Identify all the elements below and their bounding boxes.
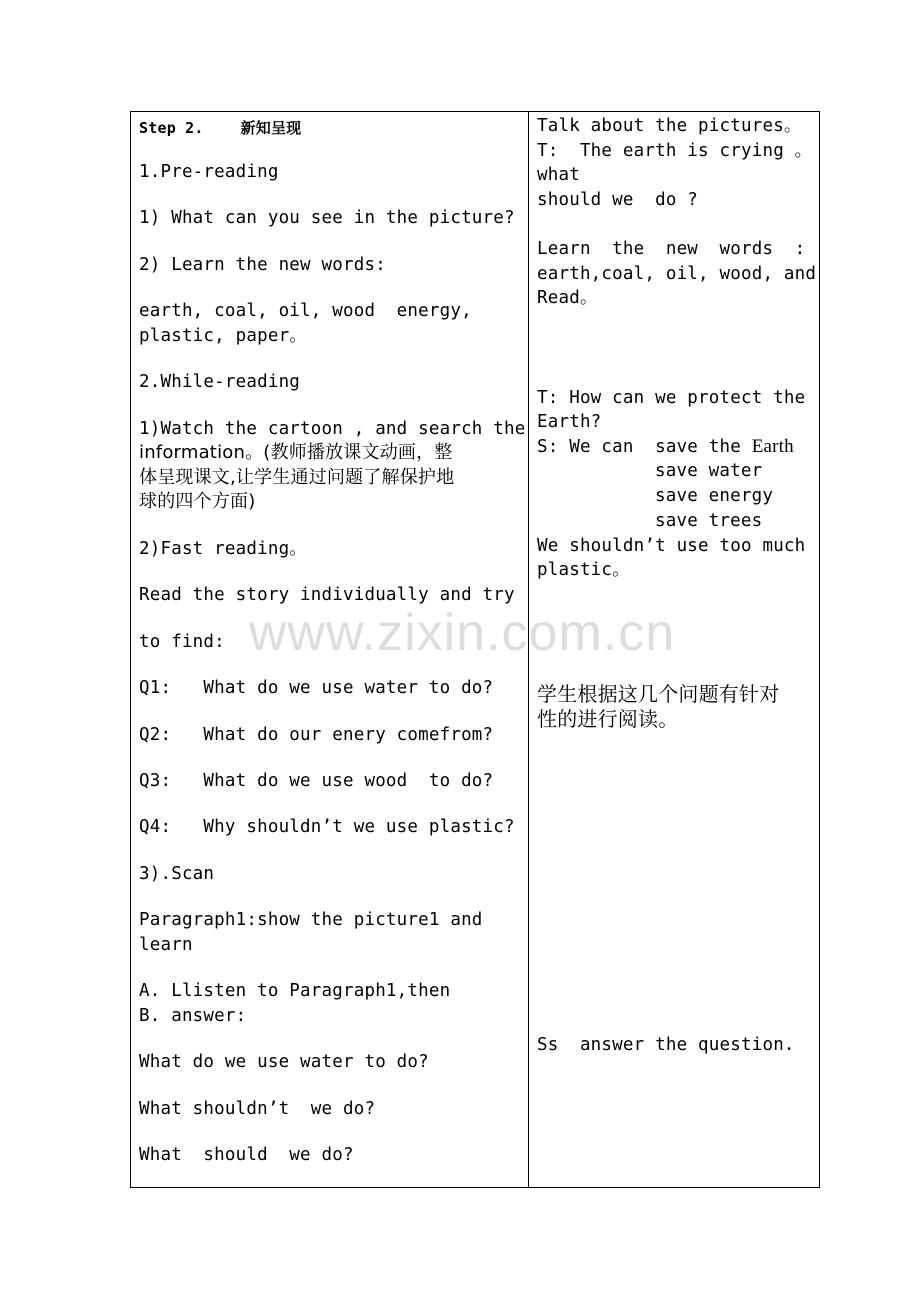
ask-water: What do we use water to do? [139, 1052, 429, 1072]
protect-line-1: T: How can we protect the [537, 388, 806, 408]
ask-shouldnt: What shouldn’t we do? [139, 1099, 376, 1119]
save-energy-line: save energy [655, 486, 774, 506]
should-we-line: should we do ? [537, 190, 699, 210]
save-trees-line: save trees [655, 511, 763, 531]
scan-heading: 3).Scan [139, 864, 215, 884]
listen-step-a: A. Llisten to Paragraph1,then [139, 981, 451, 1001]
we-can-text: S: We can save the [537, 437, 752, 457]
watermark: www.zixin.com.cn [248, 604, 676, 662]
shouldnt-line-2: plastic。 [537, 560, 630, 580]
learn-words-list: earth,coal, oil, wood, and [537, 264, 817, 284]
read-story-line: Read the story individually and try [139, 585, 515, 605]
question-1: Q1: What do we use water to do? [139, 678, 494, 698]
while-reading-heading: 2.While-reading [139, 372, 301, 392]
question-2: Q2: What do our enery comefrom? [139, 725, 494, 745]
listen-step-b: B. answer: [139, 1006, 247, 1026]
question-4: Q4: Why shouldn’t we use plastic? [139, 817, 515, 837]
we-can-line [537, 435, 794, 459]
to-find-line: to find: [139, 632, 225, 652]
save-water-line: save water [655, 461, 763, 481]
teaching-steps-cell [131, 112, 528, 1187]
words-line-1: earth, coal, oil, wood energy, [139, 301, 472, 321]
paragraph-line-2: learn [139, 935, 193, 955]
new-words-prompt: 2) Learn the new words: [139, 255, 386, 275]
step-heading: Step 2. 新知呈现 [139, 119, 302, 137]
earth-crying-line: T: The earth is crying 。 [537, 141, 813, 161]
watch-line-4: 球的四个方面) [139, 491, 256, 512]
learn-new-words-line: Learn the new words : [537, 239, 806, 259]
student-activity-cell [529, 112, 821, 1187]
shouldnt-line-1: We shouldn’t use too much [537, 536, 806, 556]
watch-line-2: information。(教师播放课文动画，整 [139, 442, 453, 463]
pre-reading-heading: 1.Pre-reading [139, 162, 279, 182]
protect-line-2: Earth? [537, 412, 602, 432]
fast-reading-heading: 2)Fast reading。 [139, 539, 308, 559]
watch-line-3: 体呈现课文,让学生通过问题了解保护地 [139, 467, 455, 488]
ss-answer-line: Ss answer the question. [537, 1035, 795, 1055]
earth-word: Earth [751, 436, 794, 457]
lesson-plan-table [130, 111, 820, 1188]
watch-line-1: 1)Watch the cartoon , and search the [139, 419, 526, 439]
cn-note-line-2: 性的进行阅读。 [537, 707, 679, 731]
picture-question: 1) What can you see in the picture? [139, 208, 515, 228]
what-line: what [537, 165, 580, 185]
read-line: Read。 [537, 288, 598, 308]
words-line-2: plastic, paper。 [139, 326, 308, 346]
paragraph-line-1: Paragraph1:show the picture1 and [139, 910, 483, 930]
ask-should: What should we do? [139, 1145, 354, 1165]
cn-note-line-1: 学生根据这几个问题有针对 [537, 682, 780, 706]
question-3: Q3: What do we use wood to do? [139, 771, 494, 791]
talk-line: Talk about the pictures。 [537, 116, 802, 136]
